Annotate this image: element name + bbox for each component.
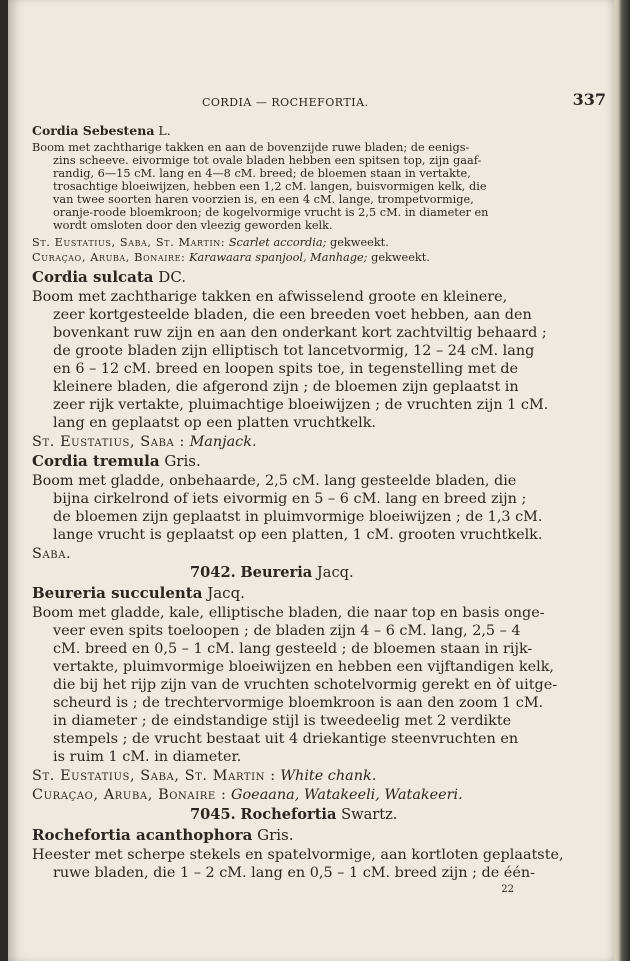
genus-author: Swartz. <box>336 806 398 823</box>
text-line: Boom met gladde, onbehaarde, 2,5 cM. lang gesteelde bladen, die <box>32 473 517 489</box>
species-author: Gris. <box>159 452 201 470</box>
text-line: oranje-roode bloemkroon; de kogelvormige vrucht is 2,5 cM. in diameter en <box>53 206 489 219</box>
locality-line <box>32 786 463 804</box>
text-line: de groote bladen zijn elliptisch tot lancetvormig, 12 – 24 cM. lang <box>53 343 535 359</box>
text-line: Boom met zachtharige takken en aan de bovenzijde ruwe bladen; de eenigs- <box>32 141 470 154</box>
species-name: Cordia sulcata <box>32 268 154 286</box>
genus-author: Jacq. <box>312 564 354 581</box>
text-line: trosachtige bloeiwijzen, hebben een 1,2 cM. langen, buisvormigen kelk, die <box>53 180 487 193</box>
locality: St. Eustatius, Saba, St. Martin : <box>32 768 276 784</box>
text-line: kleinere bladen, die afgerond zijn ; de bloemen zijn geplaatst in <box>53 379 519 395</box>
page-number: 337 <box>572 90 606 109</box>
locality-line <box>32 433 257 451</box>
text-line: veer even spits toeloopen ; de bladen zijn 4 – 6 cM. lang, 2,5 – 4 <box>53 623 521 639</box>
locality: Saba. <box>32 546 72 562</box>
species-heading-cordia-sulcata <box>32 268 186 286</box>
text-line: is ruim 1 cM. in diameter. <box>53 749 242 765</box>
text-line: de bloemen zijn geplaatst in pluimvormige bloeiwijzen ; de 1,3 cM. <box>53 509 543 525</box>
text-line: lang en geplaatst op een platten vruchtkelk. <box>53 415 376 431</box>
species-heading-rochefortia-acanthophora <box>32 826 294 844</box>
species-author: Gris. <box>252 826 294 844</box>
text-line: lange vrucht is geplaatst op een platten, 1 cM. grooten vruchtkelk. <box>53 527 543 543</box>
genus-name: Rochefortia <box>240 806 337 823</box>
text-line: wordt omsloten door den vleezig geworden kelk. <box>53 219 333 232</box>
vernacular-names: Scarlet accordia; <box>228 236 327 249</box>
genus-heading-rochefortia <box>190 806 397 823</box>
species-name: Rochefortia acanthophora <box>32 826 253 844</box>
locality: Curaçao, Aruba, Bonaire: <box>32 251 186 264</box>
species-heading-cordia-sebestena <box>32 124 171 137</box>
species-heading-cordia-tremula <box>32 452 201 470</box>
locality-line <box>32 251 430 264</box>
text-line: Boom met gladde, kale, elliptische bladen, die naar top en basis onge- <box>32 605 545 621</box>
text-line: zins scheeve. eivormige tot ovale bladen hebben een spitsen top, zijn gaaf- <box>53 154 482 167</box>
locality-note: gekweekt. <box>367 251 430 264</box>
running-title: CORDIA — ROCHEFORTIA. <box>202 96 369 109</box>
locality: Curaçao, Aruba, Bonaire : <box>32 787 227 803</box>
page <box>8 0 614 961</box>
vernacular-names: Manjack. <box>189 434 257 450</box>
species-heading-beureria-succulenta <box>32 584 245 602</box>
page-edge <box>614 0 630 961</box>
locality-line <box>32 545 71 563</box>
locality-line <box>32 236 389 249</box>
species-name: Cordia Sebestena <box>32 123 155 138</box>
text-line: Boom met zachtharige takken en afwisselend groote en kleinere, <box>32 289 508 305</box>
text-line: randig, 6—15 cM. lang en 4—8 cM. breed; de bloemen staan in vertakte, <box>53 167 471 180</box>
text-line: scheurd is ; de trechtervormige bloemkroon is aan den zoom 1 cM. <box>53 695 544 711</box>
text-line: van twee soorten haren voorzien is, en een 4 cM. lange, trompetvormige, <box>53 193 474 206</box>
text-line: vertakte, pluimvormige bloeiwijzen en hebben een vijftandigen kelk, <box>53 659 555 675</box>
species-name: Beureria succulenta <box>32 584 203 602</box>
signature-mark: 22 <box>501 884 514 895</box>
locality-note: gekweekt. <box>326 236 389 249</box>
genus-number: 7045. <box>190 806 236 823</box>
species-author: Jacq. <box>202 584 245 602</box>
genus-name: Beureria <box>240 564 313 581</box>
running-header <box>32 90 606 114</box>
vernacular-names: Goeaana, Watakeeli, Watakeeri. <box>231 787 463 803</box>
text-line: ruwe bladen, die 1 – 2 cM. lang en 0,5 – 1 cM. breed zijn ; de één- <box>53 865 535 881</box>
genus-heading-beureria <box>190 564 354 581</box>
text-line: bovenkant ruw zijn en aan den onderkant kort zachtviltig behaard ; <box>53 325 547 341</box>
text-line: zeer rijk vertakte, pluimachtige bloeiwijzen ; de vruchten zijn 1 cM. <box>53 397 549 413</box>
text-line: Heester met scherpe stekels en spatelvormige, aan kortloten geplaatste, <box>32 847 564 863</box>
text-line: in diameter ; de eindstandige stijl is tweedeelig met 2 verdikte <box>53 713 512 729</box>
species-name: Cordia tremula <box>32 452 160 470</box>
text-line: zeer kortgesteelde bladen, die een breeden voet hebben, aan den <box>53 307 532 323</box>
locality: St. Eustatius, Saba : <box>32 434 185 450</box>
species-author: DC. <box>153 268 187 286</box>
text-line: en 6 – 12 cM. breed en loopen spits toe, in tegenstelling met de <box>53 361 519 377</box>
text-line: bijna cirkelrond of iets eivormig en 5 – 6 cM. lang en breed zijn ; <box>53 491 527 507</box>
locality: St. Eustatius, Saba, St. Martin: <box>32 236 226 249</box>
vernacular-names: White chank. <box>280 768 377 784</box>
vernacular-names: Karawaara spanjool, Manhage; <box>189 251 368 264</box>
locality-line <box>32 767 376 785</box>
text-line: stempels ; de vrucht bestaat uit 4 driekantige steenvruchten en <box>53 731 519 747</box>
species-author: L. <box>154 123 171 138</box>
text-line: cM. breed en 0,5 – 1 cM. lang gesteeld ; de bloemen staan in rijk- <box>53 641 533 657</box>
genus-number: 7042. <box>190 564 236 581</box>
text-line: die bij het rijp zijn van de vruchten schotelvormig gerekt en òf uitge- <box>53 677 558 693</box>
